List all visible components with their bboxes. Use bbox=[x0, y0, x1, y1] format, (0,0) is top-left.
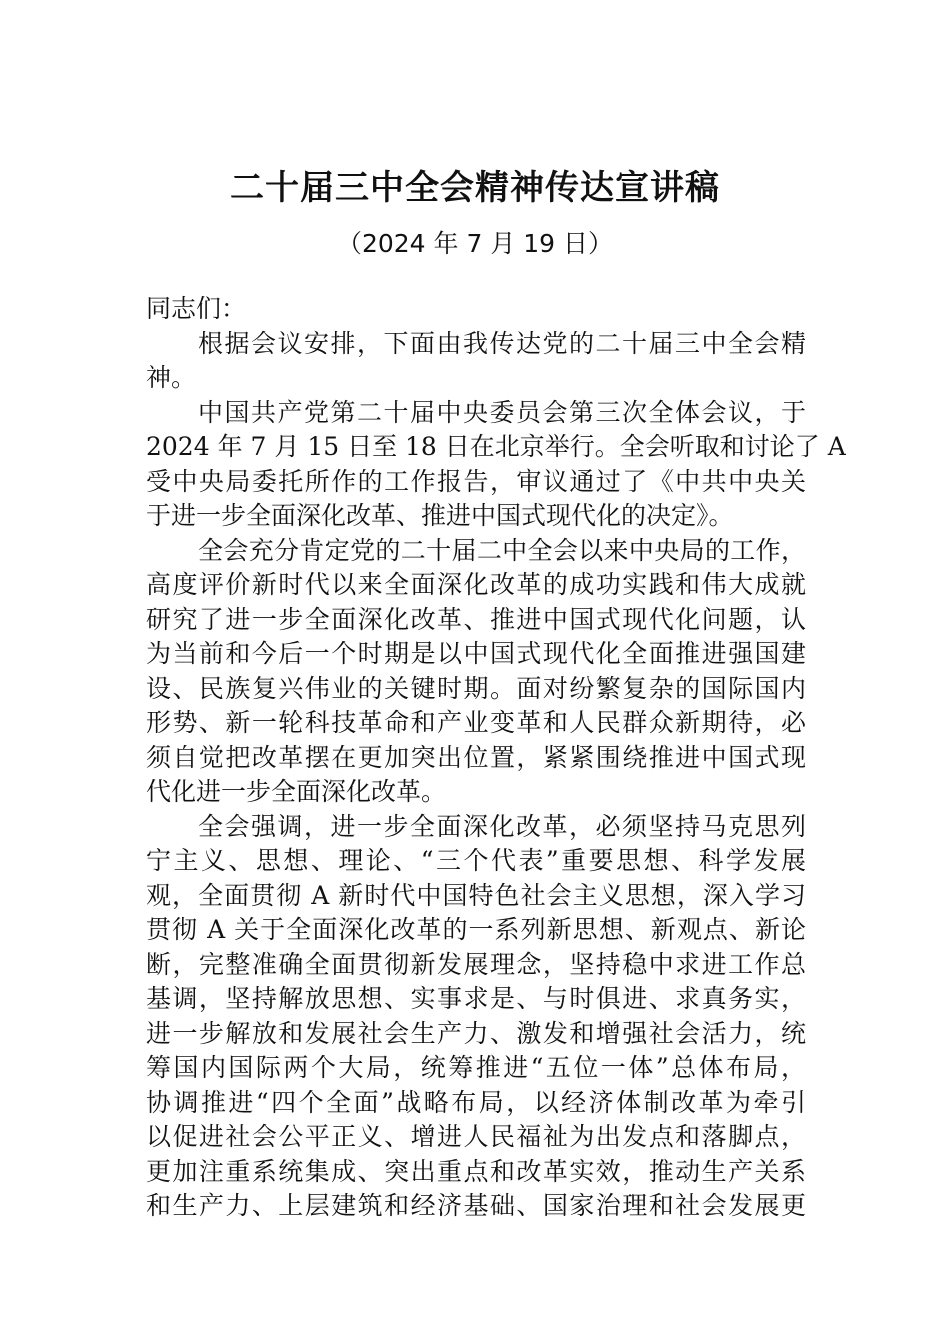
text-line: 中国共产党第二十届中央委员会第三次全体会议，于 bbox=[198, 397, 806, 427]
text-line: 贯彻 A 关于全面深化改革的一系列新思想、新观点、新论 bbox=[146, 915, 806, 944]
salutation: 同志们： bbox=[146, 294, 247, 323]
text-line: 基调，坚持解放思想、实事求是、与时俱进、求真务实， bbox=[146, 984, 806, 1013]
text-line: 须自觉把改革摆在更加突出位置，紧紧围绕推进中国式现 bbox=[146, 742, 806, 772]
text-line: 断，完整准确全面贯彻新发展理念，坚持稳中求进工作总 bbox=[146, 949, 806, 979]
text-line: 筹国内国际两个大局，统筹推进“五位一体”总体布局， bbox=[146, 1053, 806, 1082]
text-line: 全会强调，进一步全面深化改革，必须坚持马克思列 bbox=[198, 811, 806, 841]
text-line: 更加注重系统集成、突出重点和改革实效，推动生产关系 bbox=[146, 1156, 806, 1186]
text-line: 宁主义、思想、理论、“三个代表”重要思想、科学发展 bbox=[146, 846, 806, 875]
text-line: 以促进社会公平正义、增进人民福祉为出发点和落脚点， bbox=[146, 1122, 806, 1151]
text-line: 进一步解放和发展社会生产力、激发和增强社会活力，统 bbox=[146, 1018, 806, 1048]
text-line: 于进一步全面深化改革、推进中国式现代化的决定》。 bbox=[146, 501, 734, 530]
body-lines bbox=[146, 327, 846, 1224]
text-line: 和生产力、上层建筑和经济基础、国家治理和社会发展更 bbox=[146, 1191, 806, 1220]
text-line: 形势、新一轮科技革命和产业变革和人民群众新期待，必 bbox=[146, 708, 806, 737]
text-line: 2024 年 7 月 15 日至 18 日在北京举行。全会听取和讨论了 A bbox=[146, 432, 846, 461]
text-line: 高度评价新时代以来全面深化改革的成功实践和伟大成就 bbox=[146, 570, 806, 599]
text-line: 设、民族复兴伟业的关键时期。面对纷繁复杂的国际国内 bbox=[146, 673, 806, 703]
text-line: 受中央局委托所作的工作报告，审议通过了《中共中央关 bbox=[146, 466, 806, 496]
document-date: （2024 年 7 月 19 日） bbox=[336, 229, 614, 258]
text-line: 根据会议安排，下面由我传达党的二十届三中全会精 bbox=[198, 328, 806, 358]
text-line: 研究了进一步全面深化改革、推进中国式现代化问题，认 bbox=[146, 604, 806, 634]
text-line: 协调推进“四个全面”战略布局，以经济体制改革为牵引 bbox=[146, 1087, 806, 1117]
document-body bbox=[146, 292, 846, 1224]
text-line: 为当前和今后一个时期是以中国式现代化全面推进强国建 bbox=[146, 639, 806, 668]
text-line: 代化进一步全面深化改革。 bbox=[146, 777, 447, 806]
text-line: 全会充分肯定党的二十届二中全会以来中央局的工作， bbox=[198, 535, 806, 565]
document-title: 二十届三中全会精神传达宣讲稿 bbox=[230, 168, 720, 208]
text-line: 观，全面贯彻 A 新时代中国特色社会主义思想，深入学习 bbox=[146, 880, 806, 910]
text-line: 神。 bbox=[146, 363, 197, 392]
